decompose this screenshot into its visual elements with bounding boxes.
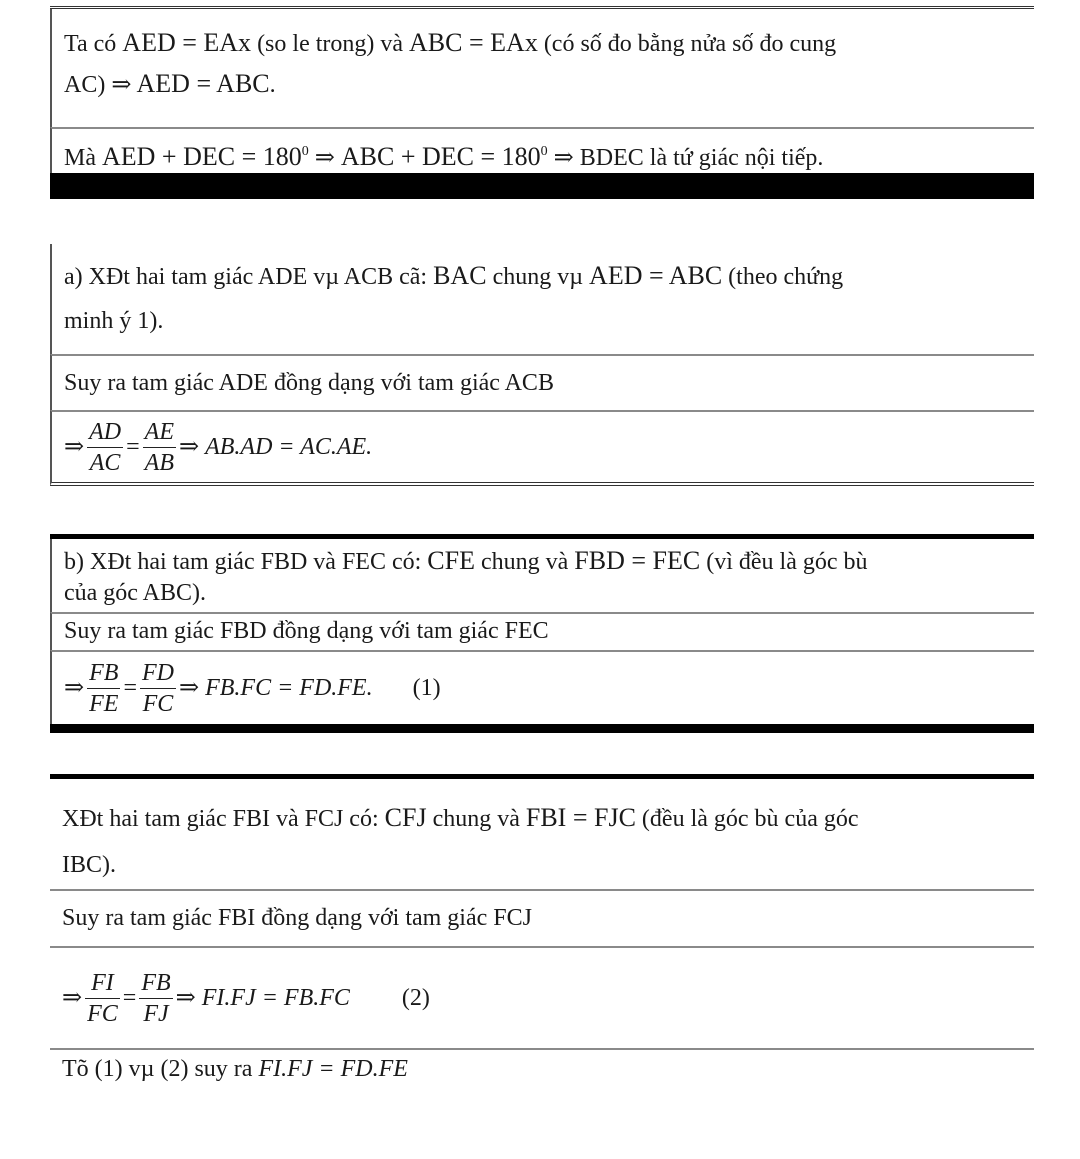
text: chung và [474,549,575,575]
block2-cell-1 [50,244,1034,354]
implies-arrow: ⇒ [308,145,341,171]
implies-arrow: ⇒ [547,145,580,171]
text: Suy ra tam giác FBD đồng dạng với tam giác FEC [64,618,549,644]
implies-arrow: ⇒ [111,72,132,98]
text: b) XĐt hai tam giác FBD và FEC có: [64,549,428,575]
proof-block-3 [50,534,1034,728]
math-result: FI.FJ = FD.FE [258,1056,408,1082]
implies-arrow: ⇒ [175,985,196,1011]
numerator: AE [143,417,176,448]
denominator: FC [87,1000,118,1027]
implies-arrow: ⇒ [64,434,85,460]
math-expression: ABC + DEC = 180 [340,142,541,171]
formula [64,412,1034,482]
numerator: FD [140,658,176,689]
block3-cell-3 [50,650,1034,724]
math-expression: ABC = EAx [409,28,538,57]
equals-sign: = [122,985,137,1011]
math-expression: FBI = FJC [525,803,636,832]
numerator: FB [87,658,120,689]
text: Suy ra tam giác FBI đồng dạng với tam giác FCJ [62,905,532,931]
text: . [269,72,276,98]
equation-label: (1) [412,675,441,701]
block1-cell-1 [50,9,1034,127]
block2-line-2: minh ý 1). [64,308,164,334]
formula [62,948,1034,1048]
text: XĐt hai tam giác FBI và FCJ có: [62,806,385,832]
proof-block-4 [50,774,1034,1094]
superscript: 0 [301,144,309,159]
math-expression: CFJ [384,803,427,832]
proof-block-1 [50,6,1034,200]
math-expression: AED = ABC [131,69,270,98]
text: (so le trong) và [251,31,410,57]
text: Ta có [64,31,123,57]
fraction [139,968,172,1029]
math-expression: AED = EAx [122,28,252,57]
math-expression: AED + DEC = 180 [102,142,302,171]
block4-cell-3 [50,946,1034,1048]
block4-cell-2 [50,889,1034,946]
fraction [87,417,123,478]
numerator: FI [85,968,120,999]
implies-arrow: ⇒ [178,434,200,460]
equation-label: (2) [401,985,430,1011]
math-result: FI.FJ = FB.FC [201,985,350,1011]
formula [64,652,1034,724]
numerator: AD [87,417,123,448]
block4-cell-4 [50,1048,1034,1092]
denominator: FE [89,690,119,717]
block3-line-2: của góc ABC). [64,580,206,606]
implies-arrow: ⇒ [64,675,85,701]
block2-cell-2 [50,354,1034,410]
denominator: FJ [143,1000,169,1027]
block2-cell-3 [50,410,1034,486]
numerator: FB [139,968,172,999]
denominator: FC [142,690,174,717]
block2-line-1 [64,254,1034,299]
block3-cell-1 [50,539,1034,612]
block1-cell-2 [50,127,1034,173]
implies-arrow: ⇒ [178,675,200,701]
text: Tõ (1) vµ (2) suy ra [62,1056,259,1082]
text: (có số đo bằng nửa số đo cung [537,31,837,57]
equals-sign: = [123,675,137,701]
block3-line-1 [64,545,1034,578]
math-result: AB.AD = AC.AE. [205,434,373,460]
black-bar [50,724,1034,733]
implies-arrow: ⇒ [62,985,83,1011]
fraction [140,658,176,719]
text: (vì đều là góc bù [700,549,868,575]
math-expression: FBD = FEC [574,546,701,575]
text: chung vµ [486,264,590,290]
block1-line-2 [64,64,1034,105]
fraction [87,658,120,719]
text: AC) [64,72,112,98]
fraction [143,417,176,478]
text: BDEC là tứ giác nội tiếp. [579,145,824,171]
block4-line-2: IBC). [62,852,116,878]
text: Mà [64,145,102,171]
fraction [85,968,120,1029]
proof-block-2 [50,244,1034,488]
block3-cell-2 [50,612,1034,650]
math-expression: CFE [427,546,475,575]
math-expression: BAC [433,261,487,290]
text: a) XĐt hai tam giác ADE vµ ACB cã: [64,264,434,290]
block4-line-1 [62,795,1034,842]
superscript: 0 [540,144,548,159]
denominator: AB [144,449,174,476]
block1-line-1 [64,23,1034,64]
text: (theo chứng [722,264,844,290]
equals-sign: = [126,434,140,460]
text: Suy ra tam giác ADE đồng dạng với tam giác ACB [64,370,554,396]
math-expression: AED = ABC [589,261,723,290]
text: chung và [426,806,526,832]
text: (đều là góc bù của góc [635,806,859,832]
block4-cell-1 [50,779,1034,889]
denominator: AC [89,449,121,476]
math-result: FB.FC = FD.FE. [205,675,373,701]
